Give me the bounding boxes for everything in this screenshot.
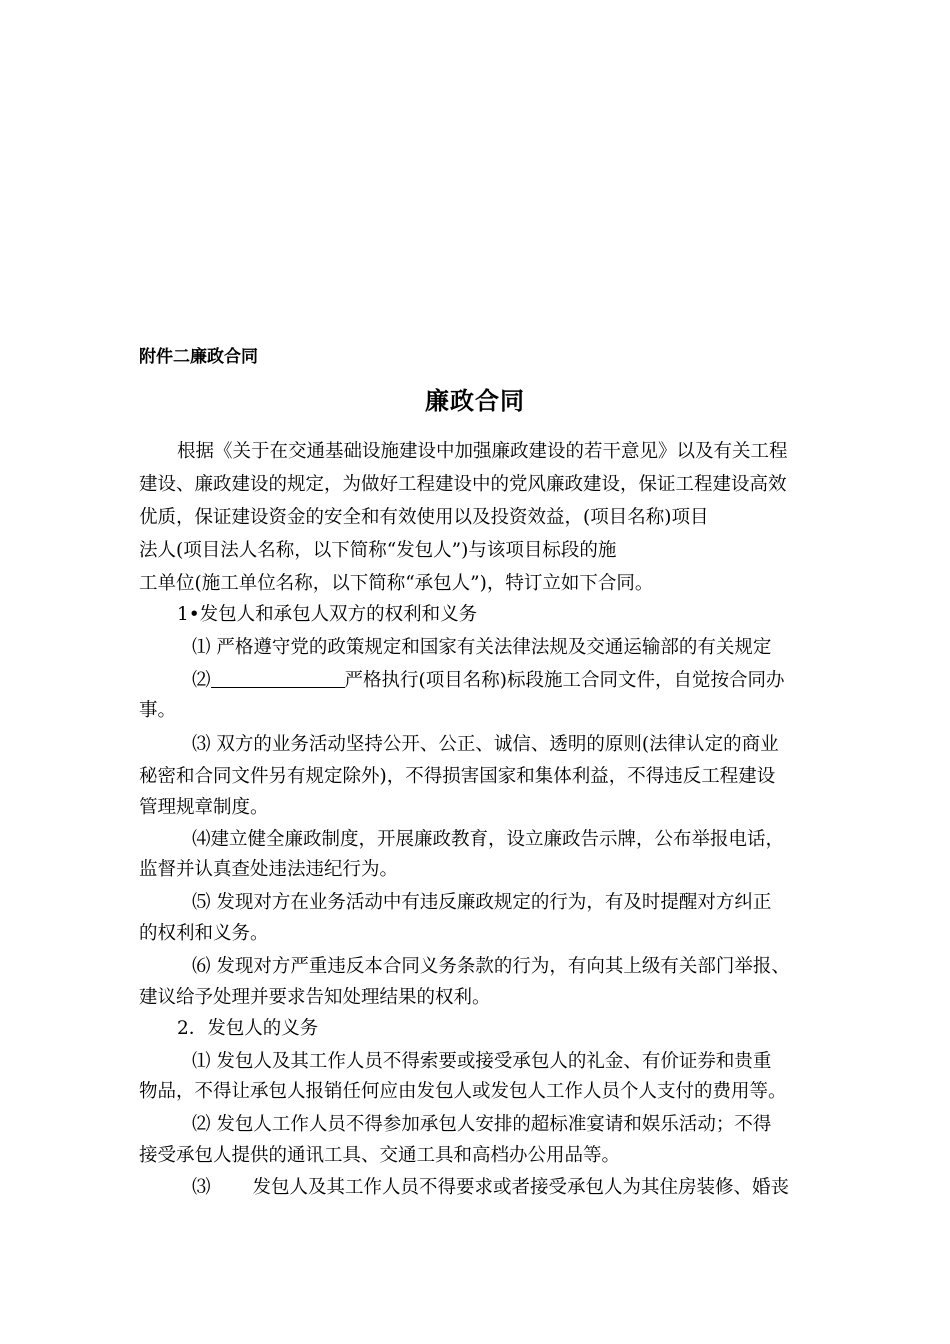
- clause-1-5-line-2: 的权利和义务。: [139, 923, 269, 944]
- clause-2-1-line-1: ⑴ 发包人及其工作人员不得索要或接受承包人的礼金、有价证券和贵重: [192, 1051, 772, 1072]
- intro-line-1: 根据《关于在交通基础设施建设中加强廉政建设的若干意见》以及有关工程: [177, 441, 788, 462]
- section-2-heading: 2．发包人的义务: [177, 1018, 319, 1039]
- attachment-label: 附件二廉政合同: [139, 347, 258, 367]
- clause-1-3-line-1: ⑶ 双方的业务活动坚持公开、公正、诚信、透明的原则(法律认定的商业: [192, 734, 779, 755]
- document-title: 廉政合同: [425, 387, 525, 415]
- clause-1-4-line-1: ⑷建立健全廉政制度，开展廉政教育，设立廉政告示牌，公布举报电话，: [192, 829, 785, 850]
- section-1-heading: 1•发包人和承包人双方的权利和义务: [177, 604, 478, 625]
- intro-line-4: 法人(项目法人名称，以下简称“发包人”)与该项目标段的施: [139, 540, 617, 561]
- clause-1-2-cont: 事。: [139, 700, 177, 721]
- clause-2-2-line-2: 接受承包人提供的通讯工具、交通工具和高档办公用品等。: [139, 1145, 621, 1166]
- intro-line-3: 优质，保证建设资金的安全和有效使用以及投资效益，(项目名称)项目: [139, 507, 709, 528]
- intro-line-5: 工单位(施工单位名称，以下简称“承包人”)，特订立如下合同。: [139, 573, 654, 594]
- clause-2-2-line-1: ⑵ 发包人工作人员不得参加承包人安排的超标准宴请和娱乐活动；不得: [192, 1114, 772, 1135]
- clause-1-1: ⑴ 严格遵守党的政策规定和国家有关法律法规及交通运输部的有关规定: [192, 637, 772, 658]
- fill-in-blank: [211, 669, 345, 688]
- clause-1-2-text: 严格执行(项目名称)标段施工合同文件，自觉按合同办: [344, 670, 785, 691]
- clause-1-6-line-2: 建议给予处理并要求告知处理结果的权利。: [139, 987, 491, 1008]
- clause-1-2-number: ⑵: [192, 670, 211, 691]
- clause-2-3-number: ⑶: [192, 1177, 211, 1198]
- clause-1-3-line-2: 秘密和合同文件另有规定除外)，不得损害国家和集体利益，不得违反工程建设: [139, 766, 776, 787]
- clause-2-1-line-2: 物品，不得让承包人报销任何应由发包人或发包人工作人员个人支付的费用等。: [139, 1081, 787, 1102]
- clause-1-3-line-3: 管理规章制度。: [139, 797, 269, 818]
- clause-1-2: [192, 669, 784, 692]
- clause-2-3: [192, 1177, 789, 1199]
- clause-1-6-line-1: ⑹ 发现对方严重违反本合同义务条款的行为，有向其上级有关部门举报、: [192, 956, 790, 977]
- clause-1-4-line-2: 监督并认真查处违法违纪行为。: [139, 859, 399, 880]
- intro-line-2: 建设、廉政建设的规定，为做好工程建设中的党风廉政建设，保证工程建设高效: [139, 474, 787, 495]
- clause-1-5-line-1: ⑸ 发现对方在业务活动中有违反廉政规定的行为，有及时提醒对方纠正: [192, 892, 772, 913]
- clause-2-3-text: 发包人及其工作人员不得要求或者接受承包人为其住房装修、婚丧: [252, 1177, 790, 1198]
